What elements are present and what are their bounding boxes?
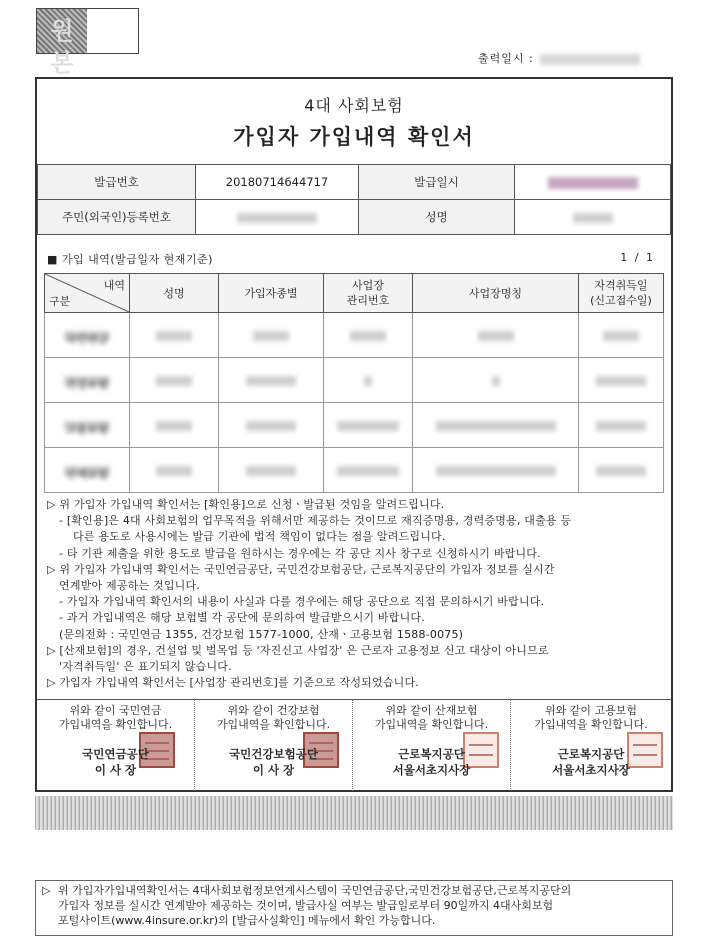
org-name: 국민연금공단: [82, 747, 149, 761]
notes-block: [47, 497, 667, 691]
table-cell: [413, 448, 579, 493]
rrn-value: [196, 200, 359, 235]
note-line: ▷ [산재보험]의 경우, 건설업 및 벌목업 등 '자진신고 사업장' 은 근로자 고용정보 신고 대상이 아니므로: [47, 643, 549, 657]
note-line: ▷ 위 가입자 가입내역 확인서는 [확인용]으로 신청ㆍ발급된 것임을 알려드립니다.: [47, 498, 445, 511]
seal-line: [309, 742, 333, 744]
stamp-caption: [37, 704, 194, 732]
caption-line: 위와 같이 산재보험: [385, 704, 478, 717]
note-line: - [확인용]은 4대 사회보험의 업무목적을 위해서만 제공하는 것이므로 재직증명용, 경력증명용, 대출용 등: [59, 514, 572, 528]
redacted-value: [156, 331, 192, 341]
redacted-value: [253, 331, 289, 341]
table-cell: [219, 358, 324, 403]
org-name: 근로복지공단: [398, 747, 465, 761]
table-cell: [579, 403, 664, 448]
table-cell: [219, 313, 324, 358]
enrollment-table: [44, 273, 664, 493]
note-line: 다른 용도로 사용시에는 발급 기관에 법적 책임이 없다는 점을 알려드립니다.: [73, 530, 446, 544]
table-cell: [413, 358, 579, 403]
name-value: [515, 200, 671, 235]
redacted-value: [246, 466, 296, 476]
note-line: ▷ 가입자 가입내역 확인서는 [사업장 관리번호]를 기준으로 작성되었습니다.: [47, 676, 419, 690]
table-cell: [219, 448, 324, 493]
table-cell: [219, 403, 324, 448]
rrn-label: 주민(외국인)등록번호: [38, 200, 196, 235]
row-category: 건강보험: [45, 358, 130, 403]
redacted-value: [337, 466, 399, 476]
redacted-value: [596, 466, 646, 476]
redacted-value: [156, 421, 192, 431]
redacted-value: [436, 466, 556, 476]
org-title: 서울서초지사장: [552, 763, 630, 777]
redacted-value: [478, 331, 514, 341]
stamp-caption: [195, 704, 352, 732]
issue-no-value: 20180714644717: [196, 165, 359, 200]
org-name: 국민건강보험공단: [229, 747, 318, 761]
table-row: [45, 403, 664, 448]
certificate-frame: [35, 77, 673, 792]
mark-glyph: 원본: [50, 17, 74, 77]
table-cell: [324, 448, 413, 493]
note-line: - 가입자 가입내역 확인서의 내용이 사실과 다를 경우에는 해당 공단으로 직접 문의하시기 바랍니다.: [59, 595, 545, 609]
org-title: 서울서초지사장: [392, 763, 471, 777]
redacted-value: [246, 421, 296, 431]
org-title: 이 사 장: [252, 763, 295, 777]
table-row: [45, 358, 664, 403]
table-cell: [413, 313, 579, 358]
table-cell: [324, 403, 413, 448]
diag-top-label: 내역: [103, 279, 125, 292]
table-row: [45, 313, 664, 358]
page-title: 가입자 가입내역 확인서: [233, 125, 475, 149]
caption-line: 가입내역을 확인합니다.: [374, 718, 489, 731]
table-cell: [324, 313, 413, 358]
col-name: 성명: [130, 274, 219, 313]
redacted-value: [156, 376, 192, 386]
issue-no-label: 발급번호: [38, 165, 196, 200]
col-site-no: 사업장 관리번호: [324, 274, 413, 313]
redacted-value: [596, 421, 646, 431]
footer-line: 위 가입자가입내역확인서는 4대사회보험정보연계시스템이 국민연금공단,국민건강보험공단,근로복지공단의: [58, 884, 572, 897]
security-pattern-strip: [35, 796, 673, 830]
col-acquire-date: 자격취득일 (신고접수일): [579, 274, 664, 313]
caption-line: 가입내역을 확인합니다.: [216, 718, 331, 731]
footer-notice: [35, 880, 673, 936]
caption-line: 위와 같이 건강보험: [227, 704, 320, 717]
col-type: 가입자종별: [219, 274, 324, 313]
table-row: [45, 448, 664, 493]
footer-line: 포털사이트(www.4insure.or.kr)의 [발급사실확인] 메뉴에서 확인 가능합니다.: [58, 914, 436, 927]
caption-line: 가입내역을 확인합니다.: [534, 718, 648, 731]
footer-arrow: ▷: [42, 884, 51, 897]
diag-bottom-label: 구분: [49, 295, 71, 308]
note-line: ▷ 위 가입자 가입내역 확인서는 국민연금공단, 국민건강보험공단, 근로복지공단의 가입자 정보를 실시간: [47, 562, 555, 576]
stamp-row: [37, 699, 671, 791]
table-cell: [579, 448, 664, 493]
org-title: 이 사 장: [94, 763, 137, 777]
note-line: - 과거 가입내역은 해당 보험별 각 공단에 문의하여 발급받으시기 바랍니다.: [59, 611, 425, 625]
redacted-value: [246, 376, 296, 386]
issue-date-value: [515, 165, 671, 200]
table-cell: [130, 448, 219, 493]
stamp-org: [511, 746, 671, 778]
stamp-cell-health: [195, 700, 353, 791]
redacted-value: [573, 213, 613, 223]
issue-date-label: 발급일시: [359, 165, 515, 200]
row-category: 산재보험: [45, 448, 130, 493]
print-date-redacted: [540, 54, 640, 65]
diag-header: [45, 274, 130, 313]
stamp-caption: [353, 704, 510, 732]
caption-line: 위와 같이 고용보험: [544, 704, 637, 717]
stamp-caption: [511, 704, 671, 732]
original-mark: [36, 8, 139, 77]
note-line: - 타 기관 제출을 위한 용도로 발급을 원하시는 경우에는 각 공단 지사 창구로 신청하시기 바랍니다.: [59, 546, 541, 560]
col-site-name: 사업장명칭: [413, 274, 579, 313]
redacted-value: [237, 213, 317, 223]
stamp-org: [353, 746, 510, 778]
row-category: 고용보험: [45, 403, 130, 448]
table-cell: [130, 358, 219, 403]
redacted-value: [337, 421, 399, 431]
redacted-value: [350, 331, 386, 341]
table-cell: [413, 403, 579, 448]
table-cell: [579, 358, 664, 403]
note-line: (문의전화 : 국민연금 1355, 건강보험 1577-1000, 산재ㆍ고용보험 1588-0075): [59, 627, 464, 641]
caption-line: 가입내역을 확인합니다.: [58, 718, 173, 731]
print-date-label: 출력일시 :: [478, 52, 534, 65]
footer-line: 가입자 정보를 실시간 연계받아 제공하는 것이며, 발급사실 여부는 발급일로부터 90일까지 4대사회보험: [58, 899, 554, 912]
stamp-org: [37, 746, 194, 778]
redacted-value: [492, 376, 500, 386]
redacted-value: [548, 177, 638, 189]
section-heading: ■ 가입 내역(발급일자 현재기준): [47, 253, 213, 266]
page-count: 1 / 1: [620, 251, 655, 264]
redacted-value: [364, 376, 372, 386]
caption-line: 위와 같이 국민연금: [69, 704, 162, 717]
note-line: 연계받아 제공하는 것입니다.: [59, 579, 201, 593]
row-category: 국민연금: [45, 313, 130, 358]
note-line: '자격취득일' 은 표기되지 않습니다.: [59, 660, 232, 674]
title-line-1: 4대 사회보험: [304, 96, 404, 115]
org-name: 근로복지공단: [557, 747, 625, 761]
redacted-value: [596, 376, 646, 386]
redacted-value: [603, 331, 639, 341]
redacted-value: [156, 466, 192, 476]
name-label: 성명: [359, 200, 515, 235]
stamp-org: [195, 746, 352, 778]
table-cell: [130, 313, 219, 358]
stamp-cell-accident: [353, 700, 511, 791]
redacted-value: [436, 421, 556, 431]
table-cell: [130, 403, 219, 448]
seal-line: [145, 742, 169, 744]
info-table: [37, 164, 671, 235]
table-cell: [324, 358, 413, 403]
stamp-cell-employment: [511, 700, 671, 791]
stamp-cell-pension: [37, 700, 195, 791]
print-date: [478, 50, 640, 66]
table-cell: [579, 313, 664, 358]
